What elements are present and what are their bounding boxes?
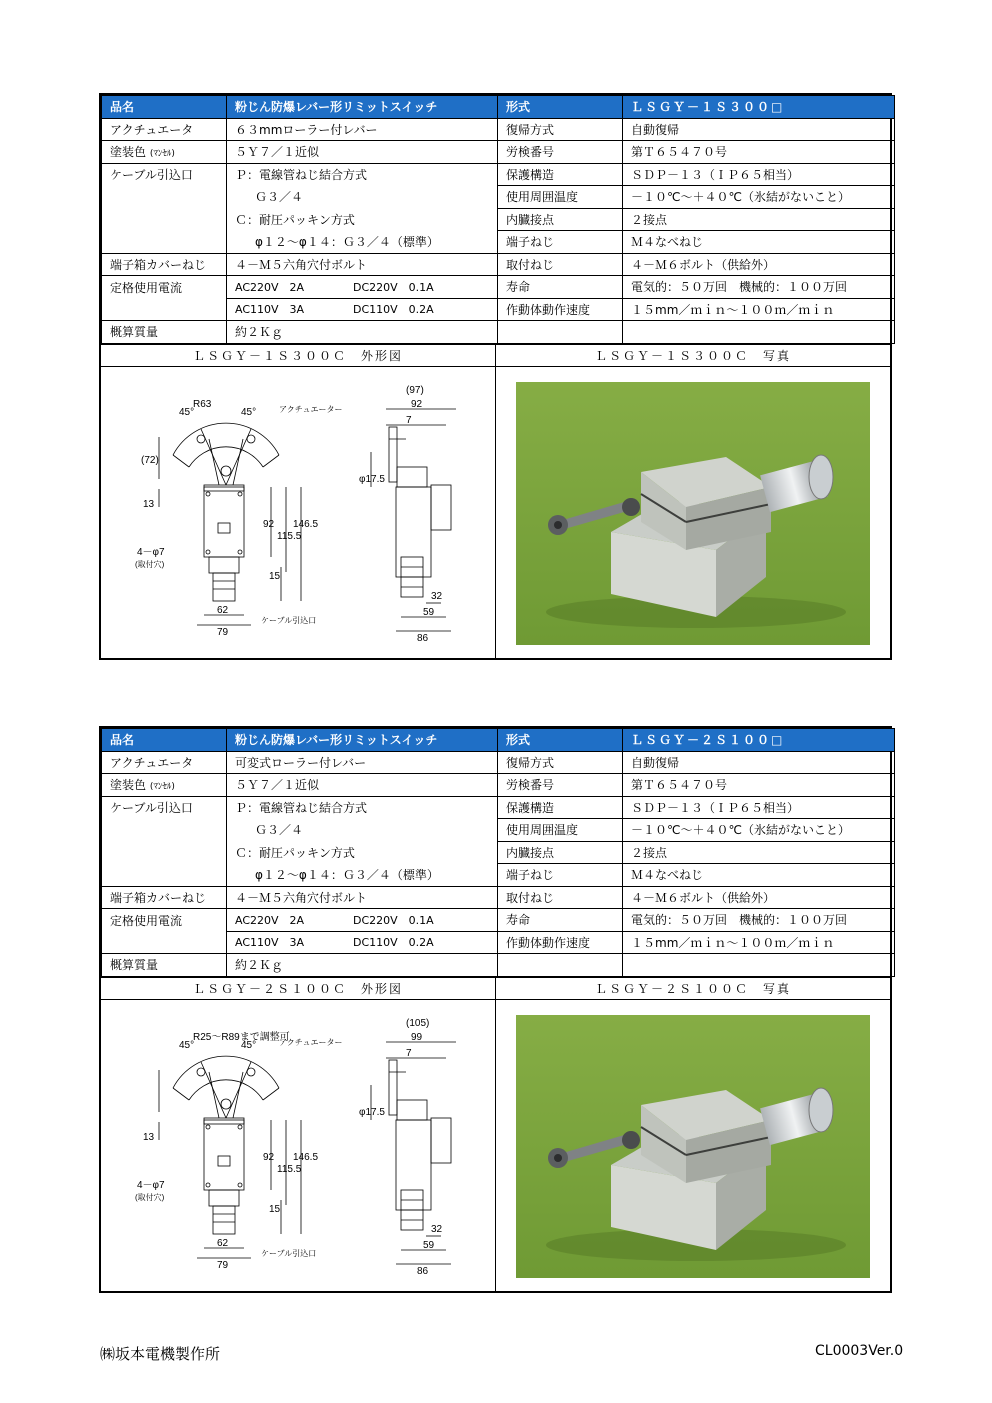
cover-label: 端子箱カバーねじ <box>102 886 227 909</box>
protection-value: ＳＤＰ－１３（ＩＰ６５相当） <box>623 796 895 819</box>
paint-value: ５Ｙ７／１近似 <box>227 774 498 797</box>
hole-callout-sub: (取付穴) <box>135 559 165 569</box>
dim-13: 13 <box>143 498 155 510</box>
dim-86: 86 <box>417 1265 429 1277</box>
product-photo <box>516 1015 870 1278</box>
document-code: CL0003Ver.0 <box>815 1343 904 1359</box>
model-value: ＬＳＧＹ－１Ｓ３００□ <box>623 96 895 119</box>
dim-92: 92 <box>263 518 275 530</box>
reset-label: 復帰方式 <box>498 751 623 774</box>
dim-146: 146.5 <box>293 518 319 530</box>
spec-table <box>101 95 895 344</box>
paint-label: 塗装色 (ﾏﾝｾﾙ) <box>102 774 227 797</box>
dim-79: 79 <box>217 1259 229 1271</box>
cable-callout: ケーブル引込口 <box>261 615 317 625</box>
dim-17-5: φ17.5 <box>359 1106 385 1118</box>
contact-value: ２接点 <box>623 841 895 864</box>
cable-line3: Ｃ：耐圧パッキン方式 <box>227 841 498 864</box>
dim-62: 62 <box>217 604 229 616</box>
approval-label: 労検番号 <box>498 774 623 797</box>
dim-97: (105) <box>406 1017 430 1029</box>
dim-7: 7 <box>406 414 412 426</box>
rating-label: 定格使用電流 <box>102 276 227 299</box>
spec-sheet-2 <box>99 726 892 1293</box>
mount-label: 取付ねじ <box>498 886 623 909</box>
dim-92-side: 92 <box>411 398 423 410</box>
hole-callout: 4－φ7 <box>137 546 165 558</box>
company-name: ㈱坂本電機製作所 <box>100 1345 221 1363</box>
terminal-label: 端子ねじ <box>498 231 623 254</box>
terminal-label: 端子ねじ <box>498 864 623 887</box>
hole-callout-sub: (取付穴) <box>135 1192 165 1202</box>
model-value: ＬＳＧＹ－２Ｓ１００□ <box>623 729 895 752</box>
model-label: 形式 <box>498 729 623 752</box>
rating-line2: AC110V 3A DC110V 0.2A <box>227 931 498 954</box>
photo-cell <box>496 367 890 658</box>
actuator-callout: アクチュエーター <box>279 404 343 414</box>
protection-value: ＳＤＰ－１３（ＩＰ６５相当） <box>623 163 895 186</box>
dim-32: 32 <box>431 590 443 602</box>
life-label: 寿命 <box>498 909 623 932</box>
contact-value: ２接点 <box>623 208 895 231</box>
actuator-value: 可変式ローラー付レバー <box>227 751 498 774</box>
cable-line2: Ｇ３／４ <box>227 819 498 842</box>
dim-59: 59 <box>423 1239 435 1251</box>
temp-value: －１０℃～＋４０℃（氷結がないこと） <box>623 819 895 842</box>
mount-value: ４－Ｍ６ボルト（供給外） <box>623 253 895 276</box>
actuator-label: アクチュエータ <box>102 118 227 141</box>
model-label: 形式 <box>498 96 623 119</box>
photo-caption: ＬＳＧＹ－１Ｓ３００Ｃ 写真 <box>594 348 791 363</box>
reset-label: 復帰方式 <box>498 118 623 141</box>
cable-line2: Ｇ３／４ <box>227 186 498 209</box>
dim-92-side: 99 <box>411 1031 423 1043</box>
dim-angle-left: 45° <box>179 406 195 418</box>
photo-caption: ＬＳＧＹ－２Ｓ１００Ｃ 写真 <box>594 981 791 996</box>
cable-callout: ケーブル引込口 <box>261 1248 317 1258</box>
dim-79: 79 <box>217 626 229 638</box>
mass-label: 概算質量 <box>102 321 227 344</box>
drawing-caption: ＬＳＧＹ－２Ｓ１００Ｃ 外形図 <box>101 978 496 999</box>
dim-radius: R63 <box>193 398 212 410</box>
product-name-label: 品名 <box>102 96 227 119</box>
drawing-caption: ＬＳＧＹ－１Ｓ３００Ｃ 外形図 <box>101 345 496 366</box>
mass-value: 約２Ｋｇ <box>227 321 498 344</box>
dim-97: (97) <box>406 384 424 396</box>
dim-7: 7 <box>406 1047 412 1059</box>
cable-label: ケーブル引込口 <box>102 163 227 186</box>
product-photo-image <box>516 382 870 645</box>
protection-label: 保護構造 <box>498 796 623 819</box>
speed-value: １５mm／ｍｉｎ～１００ｍ／ｍｉｎ <box>623 298 895 321</box>
cable-line1: Ｐ：電線管ねじ結合方式 <box>227 796 498 819</box>
dim-115: 115.5 <box>277 1163 302 1175</box>
mass-value: 約２Ｋｇ <box>227 954 498 977</box>
approval-value: 第Ｔ６５４７０号 <box>623 141 895 164</box>
rating-line1: AC220V 2A DC220V 0.1A <box>227 276 498 299</box>
dim-115: 115.5 <box>277 530 302 542</box>
approval-label: 労検番号 <box>498 141 623 164</box>
speed-label: 作動体動作速度 <box>498 931 623 954</box>
dim-32: 32 <box>431 1223 443 1235</box>
life-label: 寿命 <box>498 276 623 299</box>
cable-line1: Ｐ：電線管ねじ結合方式 <box>227 163 498 186</box>
cover-value: ４－Ｍ５六角穴付ボルト <box>227 253 498 276</box>
dim-72: (72) <box>141 454 159 466</box>
dim-angle-right: 45° <box>241 406 257 418</box>
product-name-value: 粉じん防爆レバー形リミットスイッチ <box>227 96 498 119</box>
product-name-value: 粉じん防爆レバー形リミットスイッチ <box>227 729 498 752</box>
header-row <box>102 729 895 752</box>
cable-line3: Ｃ：耐圧パッキン方式 <box>227 208 498 231</box>
cable-label: ケーブル引込口 <box>102 796 227 819</box>
actuator-label: アクチュエータ <box>102 751 227 774</box>
paint-value: ５Ｙ７／１近似 <box>227 141 498 164</box>
dim-angle-right: 45° <box>241 1039 257 1051</box>
rating-line1: AC220V 2A DC220V 0.1A <box>227 909 498 932</box>
protection-label: 保護構造 <box>498 163 623 186</box>
spec-table <box>101 728 895 977</box>
product-photo-image <box>516 1015 870 1278</box>
temp-label: 使用周囲温度 <box>498 819 623 842</box>
product-name-label: 品名 <box>102 729 227 752</box>
rating-line2: AC110V 3A DC110V 0.2A <box>227 298 498 321</box>
outline-drawing <box>101 367 497 659</box>
dim-15: 15 <box>269 1203 281 1215</box>
header-row <box>102 96 895 119</box>
terminal-value: Ｍ４なべねじ <box>623 231 895 254</box>
cable-line4: φ１２～φ１４：Ｇ３／４（標準） <box>227 864 498 887</box>
dim-radius: R25～R89まで調整可 <box>193 1031 290 1043</box>
outline-drawing-cell <box>101 1000 496 1291</box>
speed-value: １５mm／ｍｉｎ～１００ｍ／ｍｉｎ <box>623 931 895 954</box>
product-photo <box>516 382 870 645</box>
dim-13: 13 <box>143 1131 155 1143</box>
rating-label: 定格使用電流 <box>102 909 227 932</box>
dim-59: 59 <box>423 606 435 618</box>
mount-value: ４－Ｍ６ボルト（供給外） <box>623 886 895 909</box>
dim-62: 62 <box>217 1237 229 1249</box>
temp-value: －１０℃～＋４０℃（氷結がないこと） <box>623 186 895 209</box>
contact-label: 内臓接点 <box>498 841 623 864</box>
dim-146: 146.5 <box>293 1151 319 1163</box>
hole-callout: 4－φ7 <box>137 1179 165 1191</box>
actuator-callout: アクチュエーター <box>279 1037 343 1047</box>
photo-cell <box>496 1000 890 1291</box>
life-value: 電気的：５０万回 機械的：１００万回 <box>623 909 895 932</box>
outline-drawing <box>101 1000 497 1292</box>
temp-label: 使用周囲温度 <box>498 186 623 209</box>
reset-value: 自動復帰 <box>623 118 895 141</box>
dim-17-5: φ17.5 <box>359 473 385 485</box>
terminal-value: Ｍ４なべねじ <box>623 864 895 887</box>
dim-15: 15 <box>269 570 281 582</box>
life-value: 電気的：５０万回 機械的：１００万回 <box>623 276 895 299</box>
spec-sheet-1 <box>99 93 892 660</box>
dim-angle-left: 45° <box>179 1039 195 1051</box>
mount-label: 取付ねじ <box>498 253 623 276</box>
mass-label: 概算質量 <box>102 954 227 977</box>
contact-label: 内臓接点 <box>498 208 623 231</box>
dim-92: 92 <box>263 1151 275 1163</box>
reset-value: 自動復帰 <box>623 751 895 774</box>
actuator-value: ６３mmローラー付レバー <box>227 118 498 141</box>
cover-value: ４－Ｍ５六角穴付ボルト <box>227 886 498 909</box>
speed-label: 作動体動作速度 <box>498 298 623 321</box>
approval-value: 第Ｔ６５４７０号 <box>623 774 895 797</box>
dim-86: 86 <box>417 632 429 644</box>
cable-line4: φ１２～φ１４：Ｇ３／４（標準） <box>227 231 498 254</box>
outline-drawing-cell <box>101 367 496 658</box>
paint-label: 塗装色 (ﾏﾝｾﾙ) <box>102 141 227 164</box>
cover-label: 端子箱カバーねじ <box>102 253 227 276</box>
